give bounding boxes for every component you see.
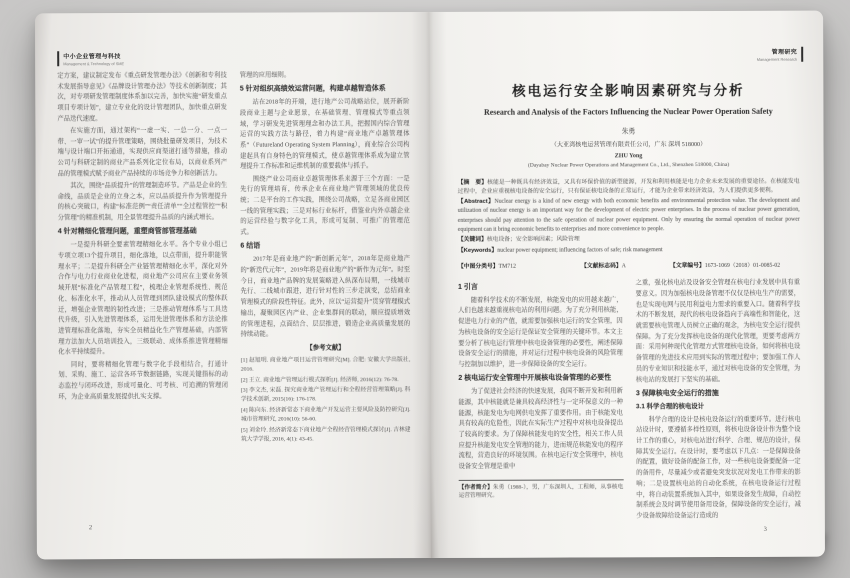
left-page-column-1 [57,71,228,520]
article-title-en: Research and Analysis of the Factors Influencing the Nuclear Power Operation Safety [484,106,773,117]
abstract-en-label: 【Abstract】 [457,199,495,206]
paragraph: 之重，强化核电站及设备安全管理在核电行业发展中具有重要意义。因为加强核电设备管理不仅仅是核电生产的需要，也是实现电网与民用利益电力需求的重要入口。随着科学技术的不断发展，现代的核电设备趋向于高端性和智能化，这就需要核电管理人员树立正确的观念，为核电安全运行提供保障。为了充分发挥核电设备的现代化管理，更要考虑两方面：采用何种现代化管理方式管理核电设备，如何将核电设备管理的先进技术应用到实际的管理过程中；要加强工作人员的专业知识和技能水平，通过对核电设备的安全管理，为核电站的发展打下坚实的基础。 [635,278,801,383]
section-heading-6: 6 结语 [240,242,261,251]
author-name: 朱勇 [621,128,636,136]
paragraph: 随着科学技术的不断发展，核能发电的应用越来越广，人们也越来越重视核电站的利用问题。为了充分利用核能，促进电力行业的产值，就需要加强核电运行的安全管理，因为核电设备的安全运行是保证安全管理的关键环节。本文主要分析了核电运行管理中核电设备管理的必要性，阐述保障设备安全运行的措施，并对运行过程中核电设备的风险管理与控制加以维护，进一步保障设备的安全运行。 [458,296,623,368]
clc-number [458,261,581,270]
left-page-column-2 [240,70,411,519]
classification-row [458,260,800,270]
journal-title: 中小企业管理与科技 [63,54,121,61]
paragraph: 2017年是商业地产的“新创新元年”，2018年是商业地产的“新迭代元年”，2019年将是商业地产的“新作为元年”。时至今日，商业地产品牌的发展策略进入纵深布局期，一线城市先行、二线城市跟进，进行针对性的三步走演变，总结商业管理模式的阶段性特征。此外，应以“运营提升”贯穿管理模式输出，凝聚园区内产业、企业集群间的联动，顺应提质增效的管理进程，点面结合、层层推进，锻造企业高质量发展的持续动能。 [240,255,411,338]
keywords-en [458,246,800,256]
document-code [581,260,670,269]
page-number-right: 3 [763,525,767,533]
paragraph: 同时，要将精细化管理与数字化手段相结合，打通计划、采购、施工、运营各环节数据链路，实现关键指标的动态监控与闭环改进，形成可量化、可考核、可追溯的管理闭环，为企业高质量发展提供扎实支撑。 [58,360,228,400]
references-heading: 【参考文献】 [306,344,345,352]
paragraph: 为了促进社会经济的快速发展，我国不断开发和利用新能源，其中核能就是兼具较高经济性与一定环保意义的一种能源，核能发电为电网供电发挥了重要作用。由于核能发电具有较高的危险性，因此在实际生产过程中对核电设备提出了较高的要求。为了保障核能发电的安全性，相关工作人员应提升核能发电安全管理的能力，进而规范核能发电的程序流程，营造良好的环境氛围。在核电运行安全管理中，核电设备安全管理是重中 [458,387,624,470]
paragraph: 站在2018年的开端，进行地产公司战略站位，展开新阶段商业主题与企业愿景，在基础管理、管理模式等重点领域，学习研发先进管理理念和办法工具，把握国内综合管理运营的实践方法与路径，着力构建“商业地产卓越管理体系”（Futureland Operating System Planning），商业综合公司构建起具有自身特色的管理模式，使卓越管理体系成为建立管理提升工作标准和运维机制的重要载体与抓手。 [239,98,410,171]
author-affiliation: （大亚湾核电运营管理有限责任公司，广东 深圳 518000） [550,141,707,149]
keywords-label: 【关键词】 [457,237,487,244]
reference-item: [3] 李文杰, 宋磊. 探究商业地产管理运行和全程经营管理策略[J]. 科学技术创新, 2015(16): 176-178. [240,387,411,404]
running-head-title: 管理研究 [771,49,798,56]
right-page-column-1 [458,279,623,534]
keywords-cn [458,235,800,245]
section-heading-3: 3 保障核电安全运行的措施 [635,389,719,398]
doc-code-value: A [621,263,626,270]
left-page-columns [57,70,411,519]
abstract-cn [458,177,800,197]
doc-code-label: 【文献标志码】 [581,263,622,270]
abstract-label: 【摘 要】 [457,179,488,186]
section-heading-4: 4 针对精细化管理问题，重塑商管部管理基础 [57,228,197,236]
abstract-text: 核能是一种既具有经济效益，又具有环保价值的新型能源，开发和利用核能是电力企业未来发展的重要途径。在核能发电过程中，企业应重视核电设备的安全运行，只有保证核电设备的正常运行，才能为企业带来经济效益，为人们提供更多便利。 [457,178,800,195]
author-bio-text: 朱勇（1988-），男，广东深圳人，工程师，从事核电运营管理研究。 [458,484,624,500]
reference-item: [2] 王立. 商业地产管理运行模式探析[J]. 经济师, 2016(12): 76-78. [240,376,399,384]
clc-label: 【中图分类号】 [457,264,499,271]
article-number-value: 1673-1069（2018）01-0085-02 [704,263,781,270]
right-page-columns [458,278,801,534]
abstract-block [458,177,800,270]
right-page-column-2 [635,278,800,534]
reference-item: [1] 赵旭明. 商业地产项目运营管理研究[M]. 合肥: 安徽大学出版社, 2016. [240,356,411,373]
reference-item: [5] 刘金玲. 经济新常态下商业地产全程经营管理模式探讨[J]. 吉林建筑大学学报, 2016, 4(1): 43-45. [240,426,411,443]
section-heading-5: 5 针对组织高绩效运营问题，构建卓越智造体系 [239,85,386,93]
open-journal-book [35,11,825,560]
abstract-en-text: Nuclear energy is a kind of new energy with both economic benefits and environmental protection value. The development and utilization of nuclear energy is an important way for the development of electric power enterprises. In the process of nuclear power generation, enterprises should pay attention to the safe operation of nuclear power equipment. Only by ensuring the normal operation of nuclear power equipment can it bring economic benefits to enterprises and more convenience to people. [457,198,800,233]
author-bio-footnote [459,479,624,501]
keywords-en-label: 【Keywords】 [457,247,498,254]
keywords-en-text: nuclear power equipment; influencing factors of safe; risk management [497,247,663,254]
paragraph: 其次，围绕“品质提升”的管理制造环节。产品是企业的生命线，品质是企业的立身之本，应以品质提升作为管理提升的核心突破口，构建“标准范例”“责任清单”“全过程管控”“积分管理”的精准机制，用全景管理提升品质的内涵式增长。 [57,181,228,222]
clc-value: TM712 [498,263,516,271]
article-title: 核电运行安全影响因素研究与分析 [512,82,745,99]
journal-masthead [57,51,124,66]
article-content [457,69,801,534]
running-head-title-en: Management Research [756,56,798,62]
article-number-label: 【文章编号】 [669,263,705,270]
reference-item: [4] 陈向东. 经济新常态下商业地产开发运营主要风险及防控研究[J]. 城市管理研究, 2016(10): 56-60. [240,407,411,423]
paragraph: 定方案，建议制定发布《重点研发管理办法》《创新和专利技术发展指导意见》《品牌设计管理办法》等技术创新制度；其次，对专项研发管理制度体系加以完善，加快实施“研发重点项目专项计划”，建立专业化的设计管理团队，加快重点研发产品迭代速度。 [57,71,227,123]
keywords-text: 核电设备；安全影响因素；风险管理 [486,236,580,244]
paragraph: 在实施方面，通过架构“一虚一实、一总一分、一点一带、一审一试”的提升管理策略，围绕批量研发项目，为技术端与设计端口开拓通道，实现供应商渠道打通等措施，推动公司与科研定制的商业产品系列化定位布局，以商业系列产品的管理模式赋予商业产品持续的市场竞争力和创新活力。 [57,126,228,178]
paragraph: 管理的应用细则。 [239,71,291,79]
author-affiliation-en: (Dayabay Nuclear Power Operations and Management Co., Ltd., Shenzhen 518000, China) [527,161,730,169]
section-heading-2: 2 核电运行安全管理中开展核电设备管理的必要性 [458,374,612,383]
page-number-left: 2 [88,524,93,532]
paragraph: 一是提升科研全要素管理精细化水平。各个专业小组已专项立项13个提升项目，细化落地，以点带面，提升职能管理水平；二是提升科研全产业链管理精细化水平，深化对外合作与电力行业商业化进程，商业地产公司应在主要业务领域开展“标准化产品管理工程”，梳理企业管理系统性、规范化、标准化水平，推动从人员管理到团队建设模式的整体跃迁，增强企业管理的韧性改进；三是推动管理体系与工具迭代升级，引入先进管理体系，运用先进管理体系和方法论推进管理标准化落地，夯实全员精益化生产管理基础，内部管理方法加大人员培训投入，三级联动、成体系推进管理精细化水平持续提升。 [57,241,228,356]
right-page [429,11,825,558]
paragraph: 围绕产业公司商业卓越管理体系来源于三个方面：一是先行的管理培育，传承企业在商业地产管理领域的优良传统；二是平台的工作实践，围绕公司战略，立足各商业园区一线的管理实践；三是对标行业标杆，借鉴业内外卓越企业的运营经验与数字化工具，形成可复制、可推广的管理范式。 [240,174,410,236]
journal-title-en: Management & Technology of SME [63,61,125,67]
author-name-en: ZHU Yong [614,152,643,159]
author-bio-label: 【作者简介】 [458,484,493,491]
section-heading-1: 1 引言 [457,283,478,291]
article-number [670,260,800,269]
abstract-en [458,197,800,235]
running-head [757,47,804,62]
section-heading-3-1: 3.1 科学合理的核电设计 [635,402,705,411]
left-page [35,12,431,559]
paragraph: 科学合理的设计是核电设备运行的重要环节。进行核电站设计时，要遵循多样性原则，将核电设备设计作为整个设计工作的重心，对核电站进行科学、合理、规范的设计，保障其安全运行。在设计时，要考虑以下几点：一是保障设备的配置，做好设备的配备工作，对一些核电设备要配备一定的备用件，尽量减少或者避免突发状况对发电工作带来的影响；二是设置核电站的自动化系统，在核电设备运行过程中，将自动装置系统加入其中，如果设备发生故障，自动控制系统会及时调节使用备用设备，保障设备的安全运行，减少设备故障给设备运行造成的 [635,415,801,520]
